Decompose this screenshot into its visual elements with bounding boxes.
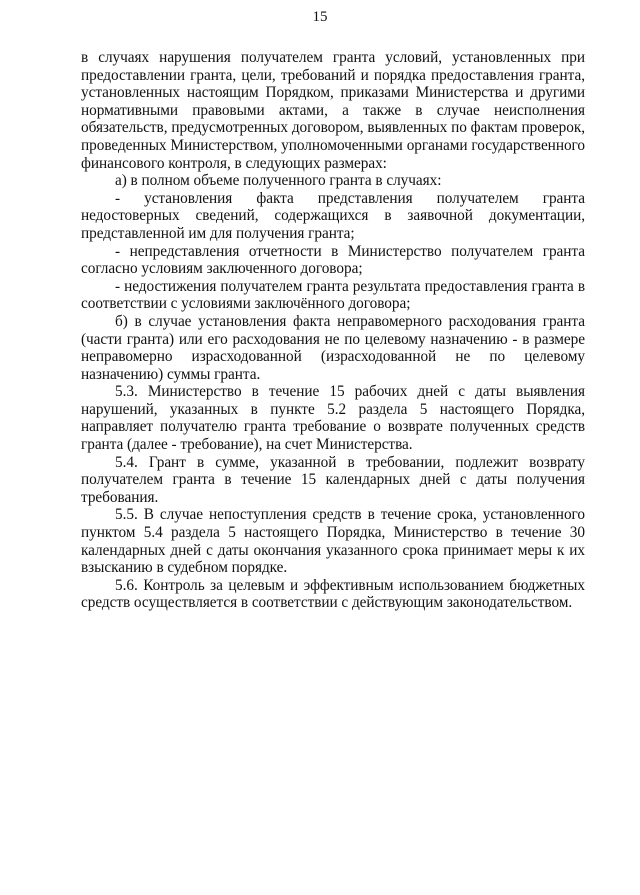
paragraph-5-3: 5.3. Министерство в течение 15 рабочих дней с даты выявления нарушений, указанных в пункте 5.2 раздела 5 настоящего Порядка, направляет получателю гранта требование о возврате полученных средств гранта (далее - требование), на счет Министерства.	[81, 383, 585, 454]
paragraph-5-5: 5.5. В случае непоступления средств в течение срока, установленного пунктом 5.4 раздела 5 настоящего Порядка, Министерство в течение 30 календарных дней с даты окончания указанного срока принимает меры к их взысканию в судебном порядке.	[81, 506, 585, 577]
page-number: 15	[312, 9, 328, 25]
paragraph-item-b: б) в случае установления факта неправомерного расходования гранта (части гранта) или его расходования не по целевому назначению - в размере неправомерно израсходованной (израсходованной не по целевому назначению) суммы гранта.	[81, 312, 585, 383]
paragraph-5-4: 5.4. Грант в сумме, указанной в требовании, подлежит возврату получателем гранта в течение 15 календарных дней с даты получения требования.	[81, 453, 585, 506]
document-body	[81, 49, 585, 612]
paragraph-continuation: в случаях нарушения получателем гранта условий, установленных при предоставлении гранта, цели, требований и порядка предоставления гранта, установленных настоящим Порядком, приказами Министерства и другими нормативными правовыми актами, а также в случае неисполнения обязательств, предусмотренных договором, выявленных по фактам проверок, проведенных Министерством, уполномоченными органами государственного финансового контроля, в следующих размерах:	[81, 49, 585, 172]
paragraph-item-a: а) в полном объеме полученного гранта в случаях:	[115, 172, 442, 190]
paragraph-dash-2: - непредставления отчетности в Министерство получателем гранта согласно условиям заключенного договора;	[81, 242, 585, 278]
paragraph-5-6: 5.6. Контроль за целевым и эффективным использованием бюджетных средств осуществляется в соответствии с действующим законодательством.	[81, 576, 585, 612]
paragraph-dash-3: - недостижения получателем гранта результата предоставления гранта в соответствии с условиями заключённого договора;	[81, 277, 585, 313]
paragraph-dash-1: - установления факта представления получателем гранта недостоверных сведений, содержащихся в заявочной документации, представленной им для получения гранта;	[81, 189, 585, 242]
